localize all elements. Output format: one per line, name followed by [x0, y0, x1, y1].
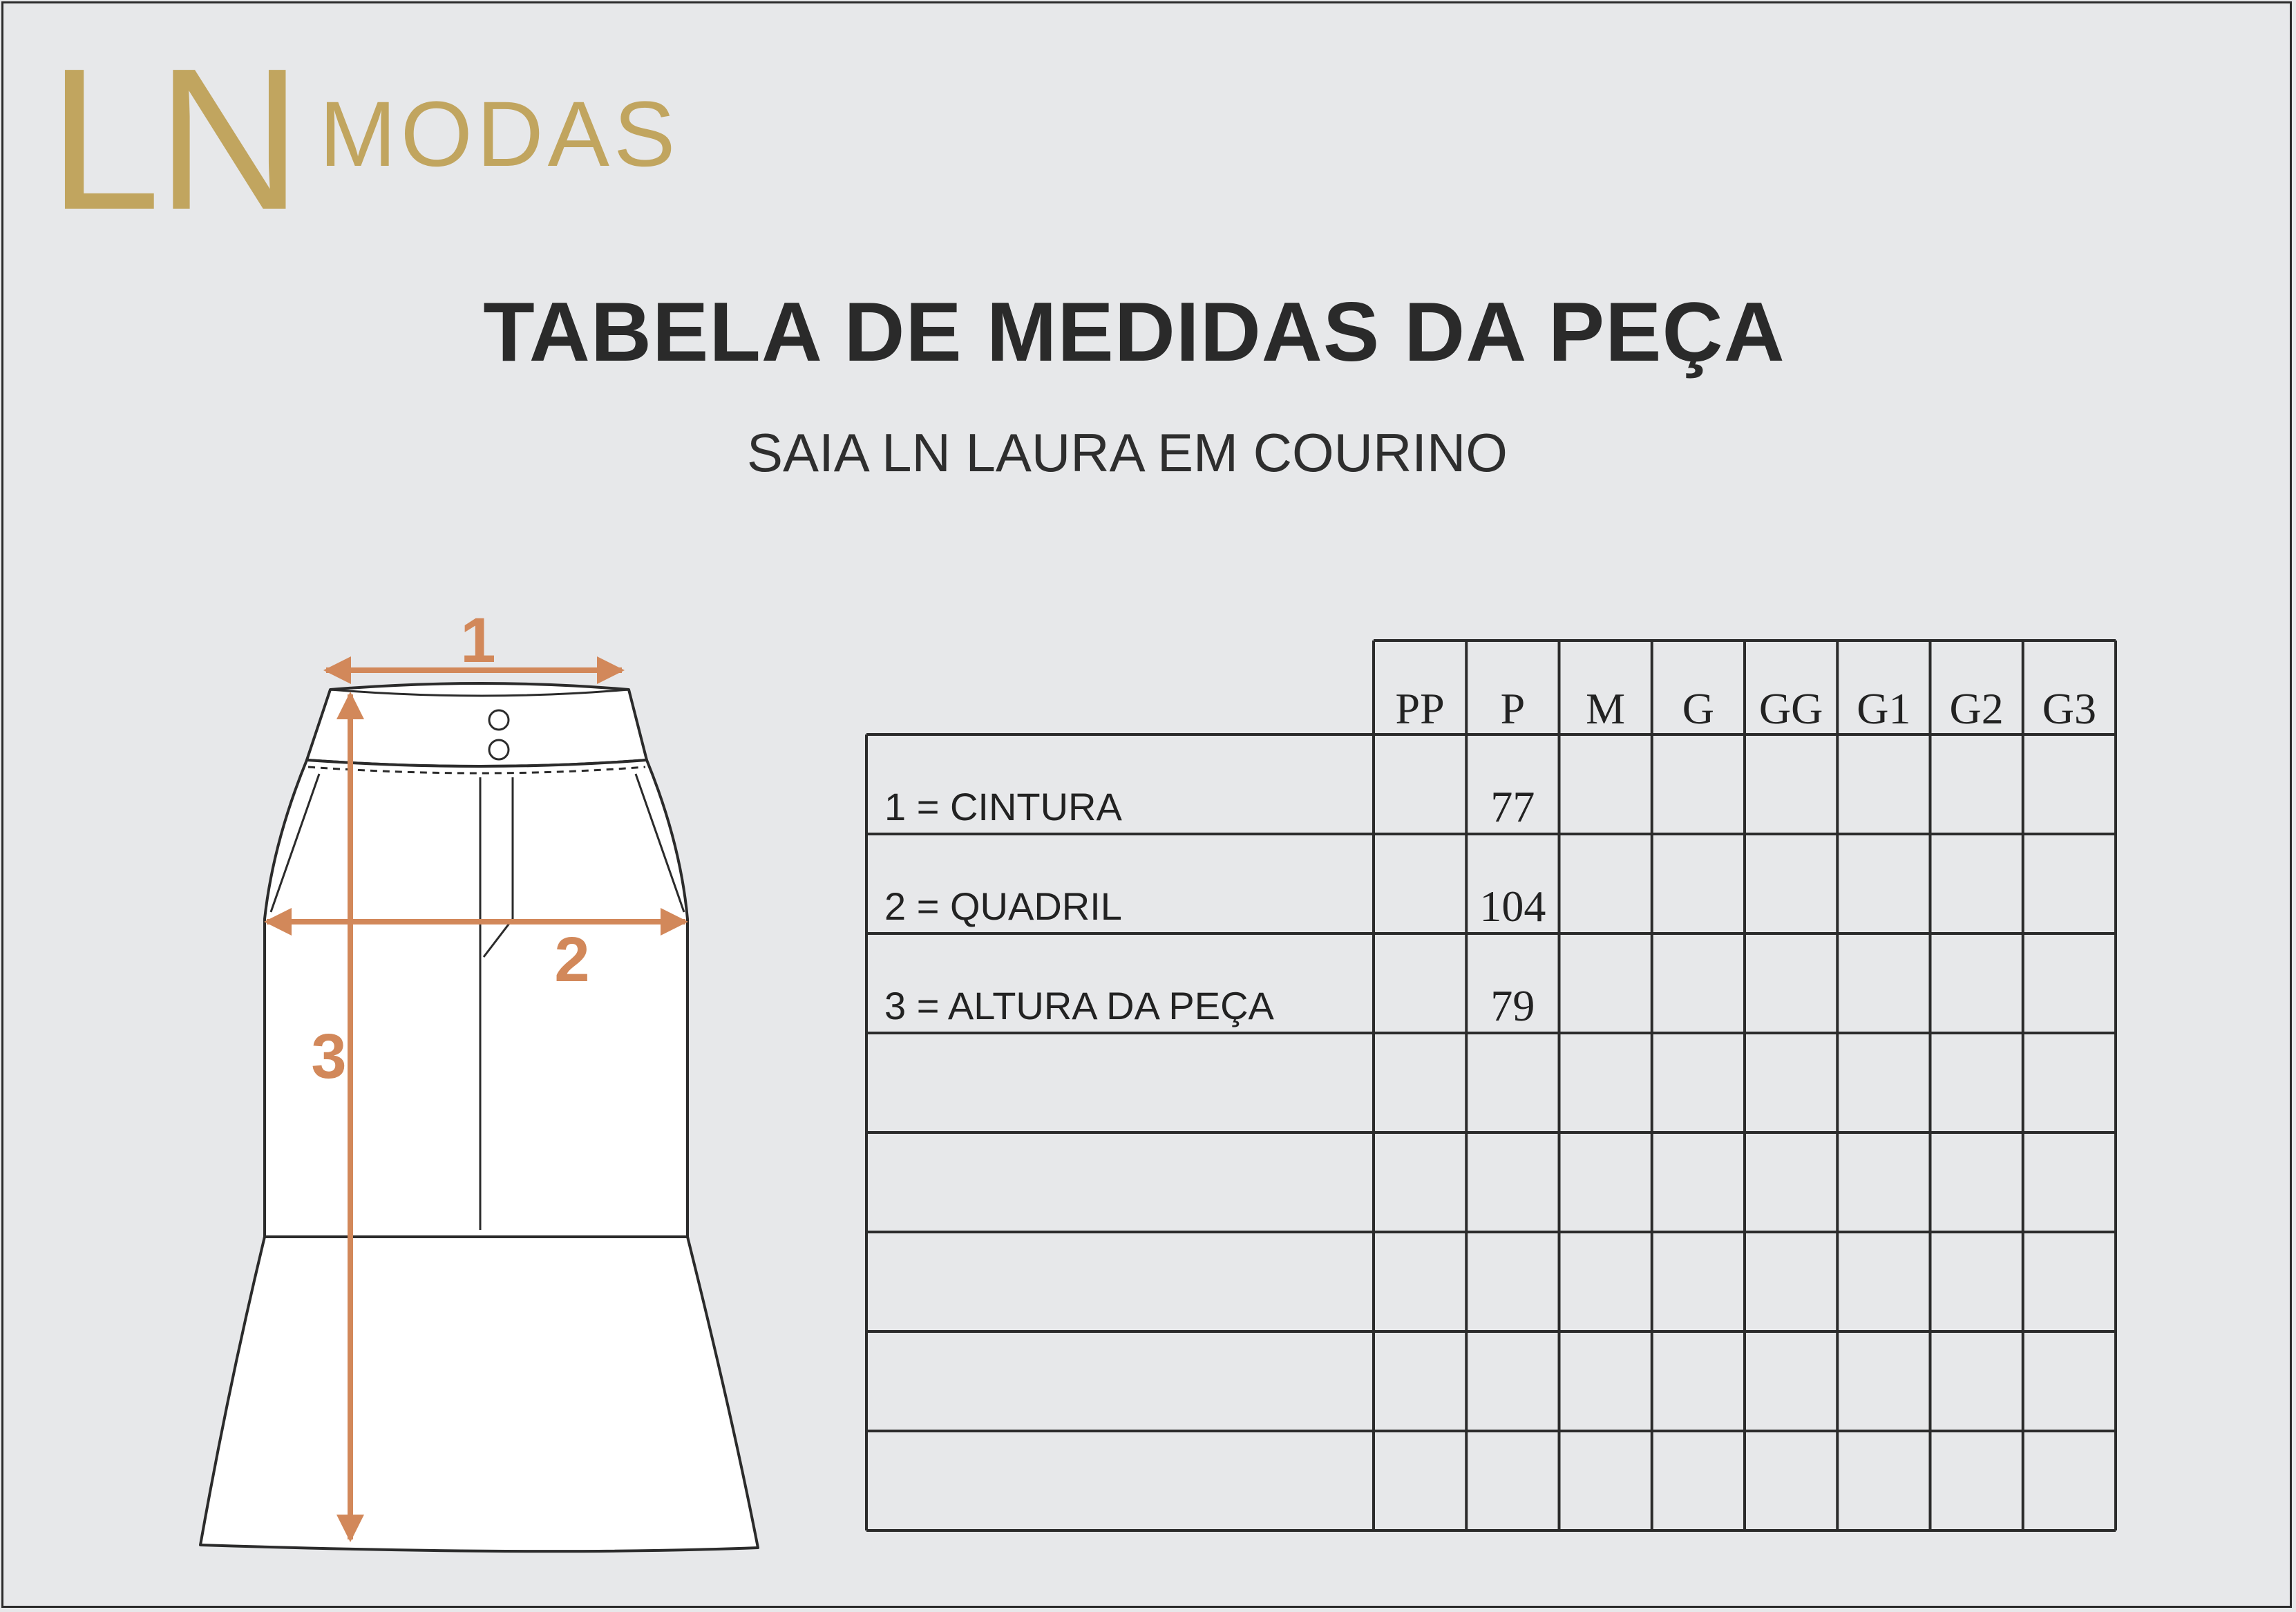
size-header: G3 [2042, 684, 2096, 733]
label-3: 3 [311, 1021, 347, 1092]
measurement-value: 79 [1490, 981, 1535, 1030]
brand-name: MODAS [319, 83, 680, 186]
label-1: 1 [460, 605, 496, 676]
size-header: PP [1395, 684, 1445, 733]
size-header: P [1500, 684, 1526, 733]
size-header: M [1586, 684, 1626, 733]
page-subtitle-text: SAIA LN LAURA EM COURINO [747, 422, 1508, 483]
measurement-row-label: 3 = ALTURA DA PEÇA [884, 984, 1274, 1027]
measurement-value: 77 [1490, 782, 1535, 831]
label-2: 2 [554, 924, 590, 995]
size-header: G2 [1949, 684, 2004, 733]
measurement-value: 104 [1479, 882, 1546, 931]
measurement-row-label: 2 = QUADRIL [884, 884, 1122, 928]
page-title-text: TABELA DE MEDIDAS DA PEÇA [483, 285, 1785, 379]
size-header: GG [1758, 684, 1823, 733]
brand-mark: LN [48, 26, 298, 252]
measurement-row-label: 1 = CINTURA [884, 785, 1122, 828]
size-header: G1 [1857, 684, 1911, 733]
size-header: G [1682, 684, 1714, 733]
table-grid-lines [866, 641, 2116, 1530]
